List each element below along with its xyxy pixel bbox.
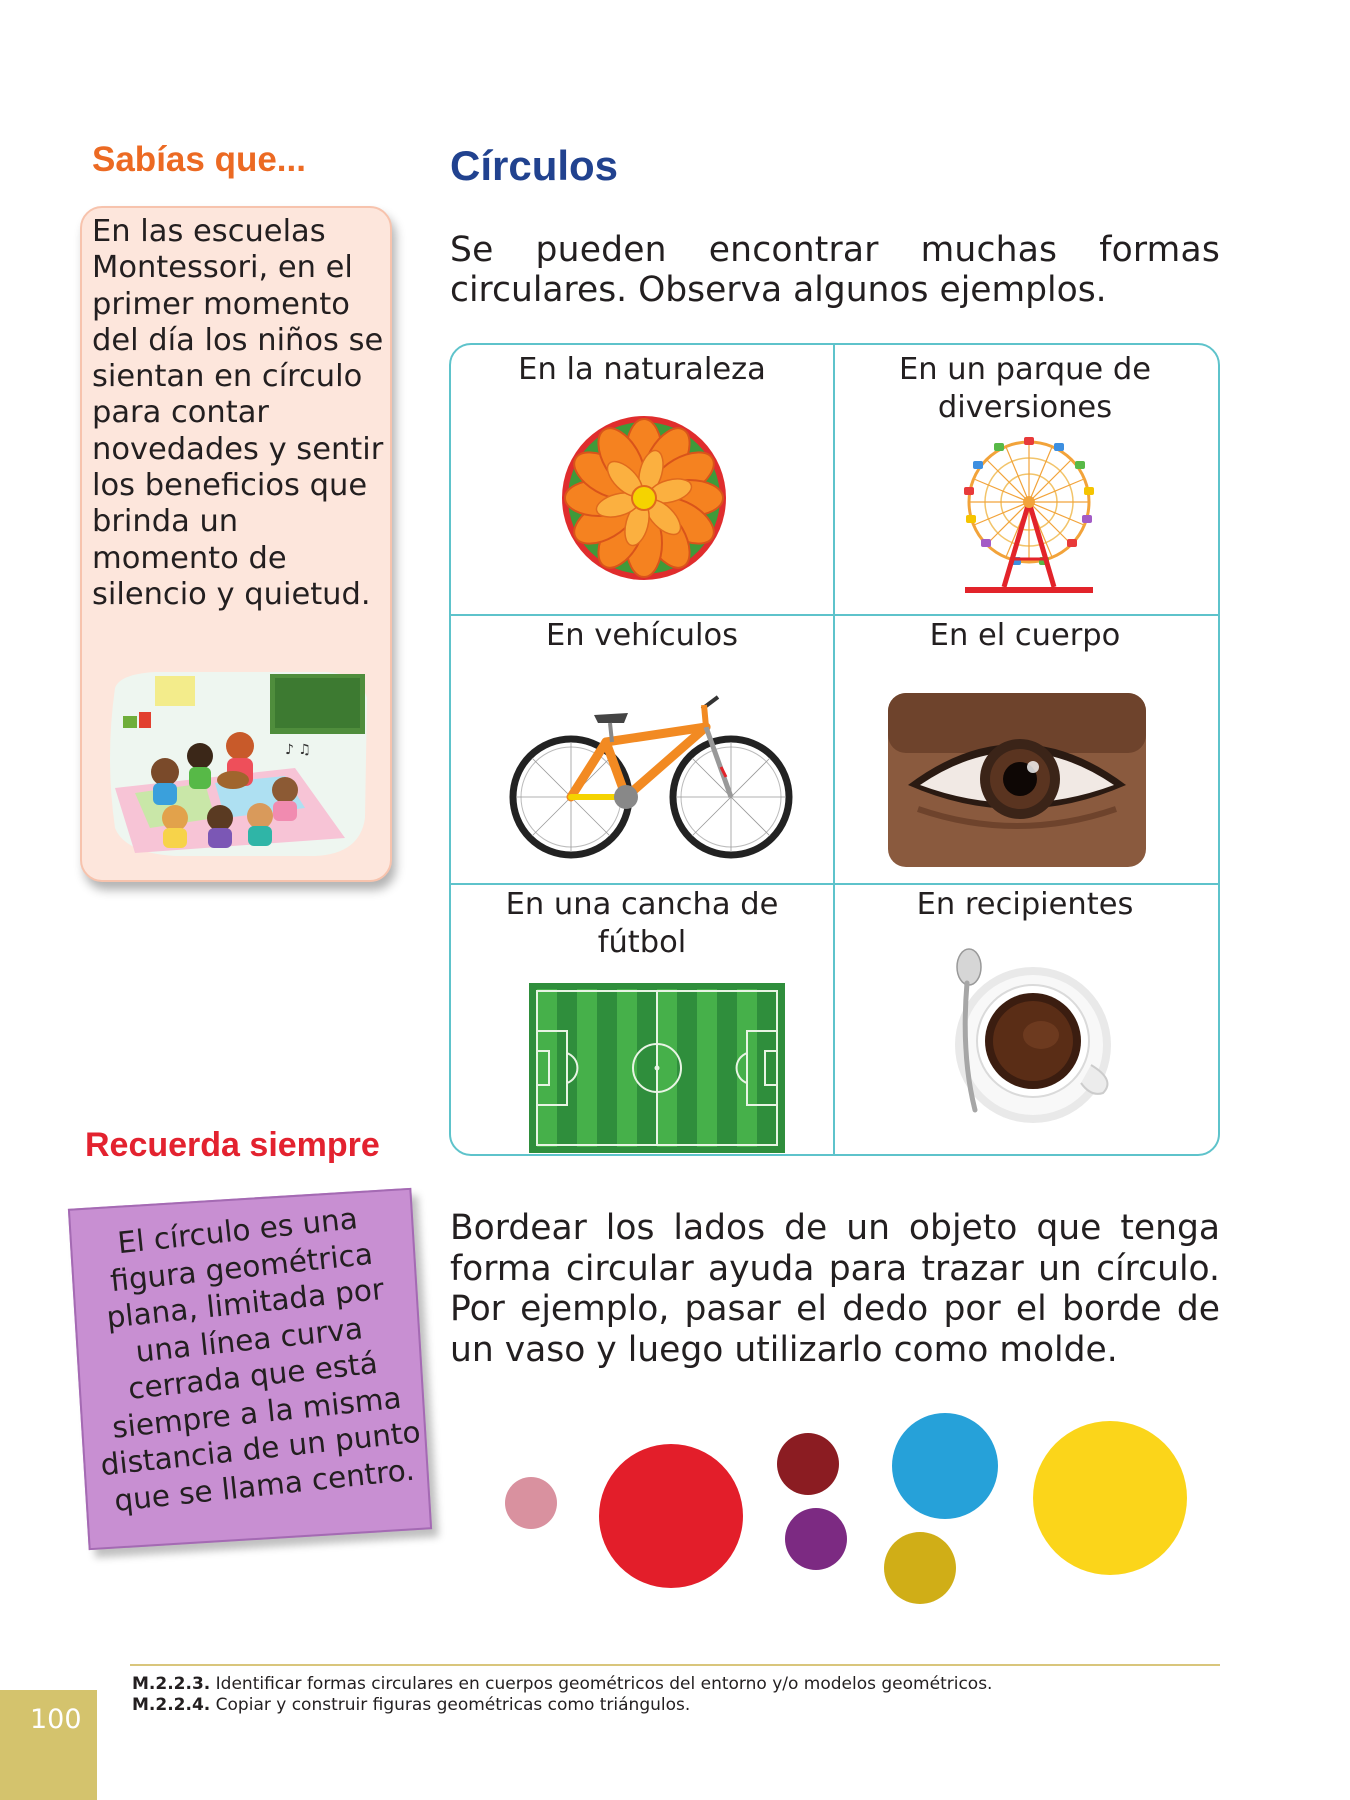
cell-label-vehiculos: En vehículos — [545, 618, 739, 653]
children-circle-illustration — [95, 668, 375, 860]
ferris-wheel-icon — [949, 437, 1109, 597]
examples-table — [449, 343, 1220, 1156]
page-title: Círculos — [450, 142, 619, 189]
grid-divider-row1 — [451, 614, 1218, 616]
sabias-que-title: Sabías que... — [92, 140, 306, 179]
footer-objectives — [132, 1674, 992, 1716]
circle-yellow — [1033, 1421, 1187, 1575]
objective-code-2: M.2.2.4. — [132, 1695, 211, 1715]
eye-icon — [888, 693, 1146, 867]
soccer-field-icon — [529, 983, 785, 1153]
recuerda-siempre-text: El círculo es una figura geométrica plana, limitada por una línea curva cerrada que está siempre a la misma distancia de un punto que se llama centro. — [98, 1201, 423, 1518]
cell-label-cancha: En una cancha de fútbol — [505, 887, 779, 960]
grid-divider-row2 — [451, 883, 1218, 885]
recuerda-siempre-title: Recuerda siempre — [85, 1126, 380, 1164]
flower-icon — [559, 413, 729, 583]
circle-mustard — [884, 1532, 956, 1604]
svg-text:♪ ♫: ♪ ♫ — [285, 742, 311, 758]
bordear-paragraph: Bordear los lados de un objeto que tenga forma circular ayuda para trazar un círculo. Por ejemplo, pasar el dedo por el borde de un vaso y luego utilizarlo como molde. — [450, 1208, 1220, 1370]
circle-pink — [505, 1477, 557, 1529]
cell-label-cuerpo: En el cuerpo — [929, 618, 1121, 653]
circle-blue — [892, 1413, 998, 1519]
coffee-cup-icon — [941, 945, 1121, 1130]
footer-divider — [130, 1664, 1220, 1666]
intro-line-2: circulares. Observa algunos ejemplos. — [450, 270, 1107, 310]
circle-red — [599, 1444, 743, 1588]
page-number: 100 — [30, 1704, 82, 1735]
cell-label-parque: En un parque de diversiones — [899, 352, 1151, 425]
circle-purple — [785, 1508, 847, 1570]
objective-text-2: Copiar y construir figuras geométricas como triángulos. — [210, 1695, 691, 1715]
objective-code-1: M.2.2.3. — [132, 1674, 211, 1694]
bicycle-icon — [506, 687, 796, 862]
cell-label-naturaleza: En la naturaleza — [518, 352, 766, 387]
objective-text-1: Identificar formas circulares en cuerpos geométricos del entorno y/o modelos geométricos. — [210, 1674, 993, 1694]
intro-line-1: Se pueden encontrar muchas formas — [450, 230, 1220, 270]
sabias-que-text: En las escuelas Montessori, en el primer momento del día los niños se sientan en círculo para contar novedades y sentir los beneficios que brinda un momento de silencio y quietud. — [92, 214, 384, 612]
circle-maroon — [777, 1433, 839, 1495]
grid-divider-vertical — [833, 345, 835, 1154]
cell-label-recipientes: En recipientes — [916, 887, 1134, 922]
